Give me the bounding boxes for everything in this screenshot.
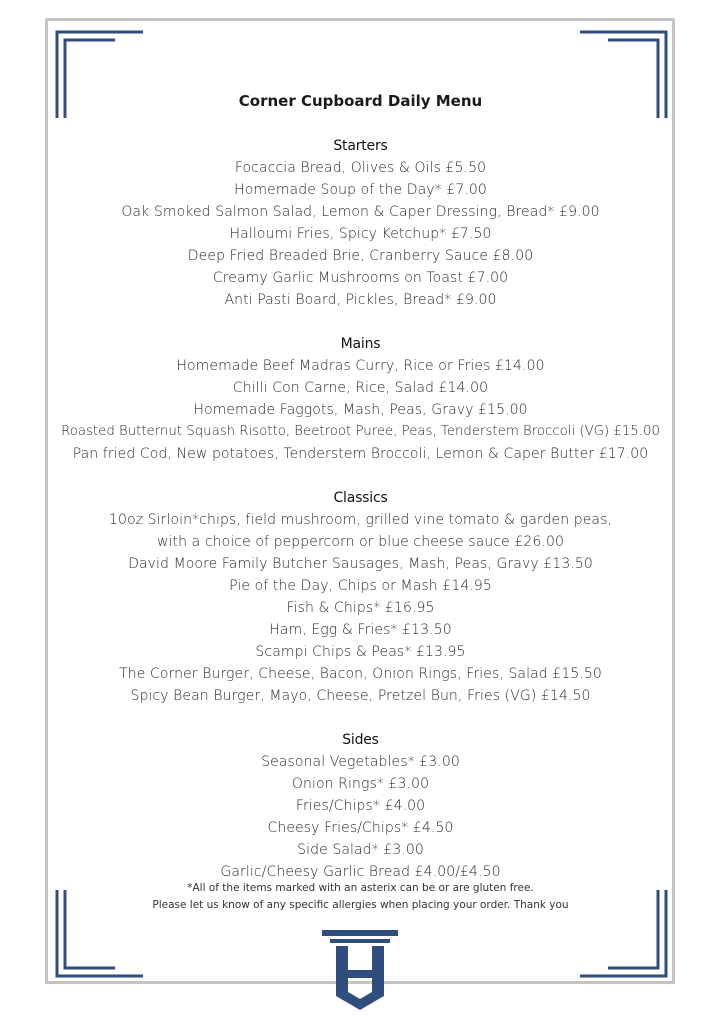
menu-item: with a choice of peppercorn or blue cheese sauce £26.00 bbox=[157, 534, 564, 550]
section-heading-mains: Mains bbox=[340, 336, 381, 352]
menu-item: 10oz Sirloin*chips, field mushroom, grilled vine tomato & garden peas, bbox=[108, 512, 613, 528]
menu-item: Halloumi Fries, Spicy Ketchup* £7.50 bbox=[229, 226, 492, 242]
menu-item: Spicy Bean Burger, Mayo, Cheese, Pretzel Bun, Fries (VG) £14.50 bbox=[130, 688, 591, 704]
menu-body bbox=[0, 135, 721, 883]
menu-item: Ham, Egg & Fries* £13.50 bbox=[269, 622, 452, 638]
menu-item: Onion Rings* £3.00 bbox=[291, 776, 430, 792]
menu-item: Homemade Soup of the Day* £7.00 bbox=[234, 182, 487, 198]
section-heading-sides: Sides bbox=[342, 732, 379, 748]
menu-item: Fries/Chips* £4.00 bbox=[295, 798, 426, 814]
menu-item: Garlic/Cheesy Garlic Bread £4.00/£4.50 bbox=[220, 864, 501, 880]
footnotes bbox=[0, 880, 721, 914]
menu-item: David Moore Family Butcher Sausages, Mash, Peas, Gravy £13.50 bbox=[128, 556, 593, 572]
menu-item: Creamy Garlic Mushrooms on Toast £7.00 bbox=[212, 270, 509, 286]
menu-title: Corner Cupboard Daily Menu bbox=[238, 92, 483, 110]
menu-item: Chilli Con Carne, Rice, Salad £14.00 bbox=[232, 380, 489, 396]
menu-item: Anti Pasti Board, Pickles, Bread* £9.00 bbox=[224, 292, 497, 308]
menu-item: Deep Fried Breaded Brie, Cranberry Sauce £8.00 bbox=[187, 248, 534, 264]
section-heading-classics: Classics bbox=[333, 490, 388, 506]
menu-item: The Corner Burger, Cheese, Bacon, Onion Rings, Fries, Salad £15.50 bbox=[119, 666, 602, 682]
menu-item: Focaccia Bread, Olives & Oils £5.50 bbox=[234, 160, 487, 176]
menu-item: Homemade Beef Madras Curry, Rice or Fries £14.00 bbox=[176, 358, 545, 374]
menu-item: Pan fried Cod, New potatoes, Tenderstem Broccoli, Lemon & Caper Butter £17.00 bbox=[72, 446, 649, 462]
section-heading-starters: Starters bbox=[333, 138, 388, 154]
menu-item: Cheesy Fries/Chips* £4.50 bbox=[267, 820, 454, 836]
menu-item: Homemade Faggots, Mash, Peas, Gravy £15.00 bbox=[193, 402, 528, 418]
gluten-free-note: *All of the items marked with an asterix can be or are gluten free. bbox=[187, 882, 534, 894]
menu-item: Roasted Butternut Squash Risotto, Beetroot Puree, Peas, Tenderstem Broccoli (VG) £15.00 bbox=[61, 424, 660, 439]
menu-item: Side Salad* £3.00 bbox=[297, 842, 424, 858]
menu-item: Pie of the Day, Chips or Mash £14.95 bbox=[229, 578, 492, 594]
pillar-monogram-logo-icon bbox=[322, 930, 398, 1012]
menu-item: Seasonal Vegetables* £3.00 bbox=[261, 754, 460, 770]
menu-item: Fish & Chips* £16.95 bbox=[286, 600, 435, 616]
menu-item: Oak Smoked Salmon Salad, Lemon & Caper Dressing, Bread* £9.00 bbox=[121, 204, 600, 220]
allergy-note: Please let us know of any specific allergies when placing your order. Thank you bbox=[152, 899, 569, 911]
menu-item: Scampi Chips & Peas* £13.95 bbox=[255, 644, 466, 660]
